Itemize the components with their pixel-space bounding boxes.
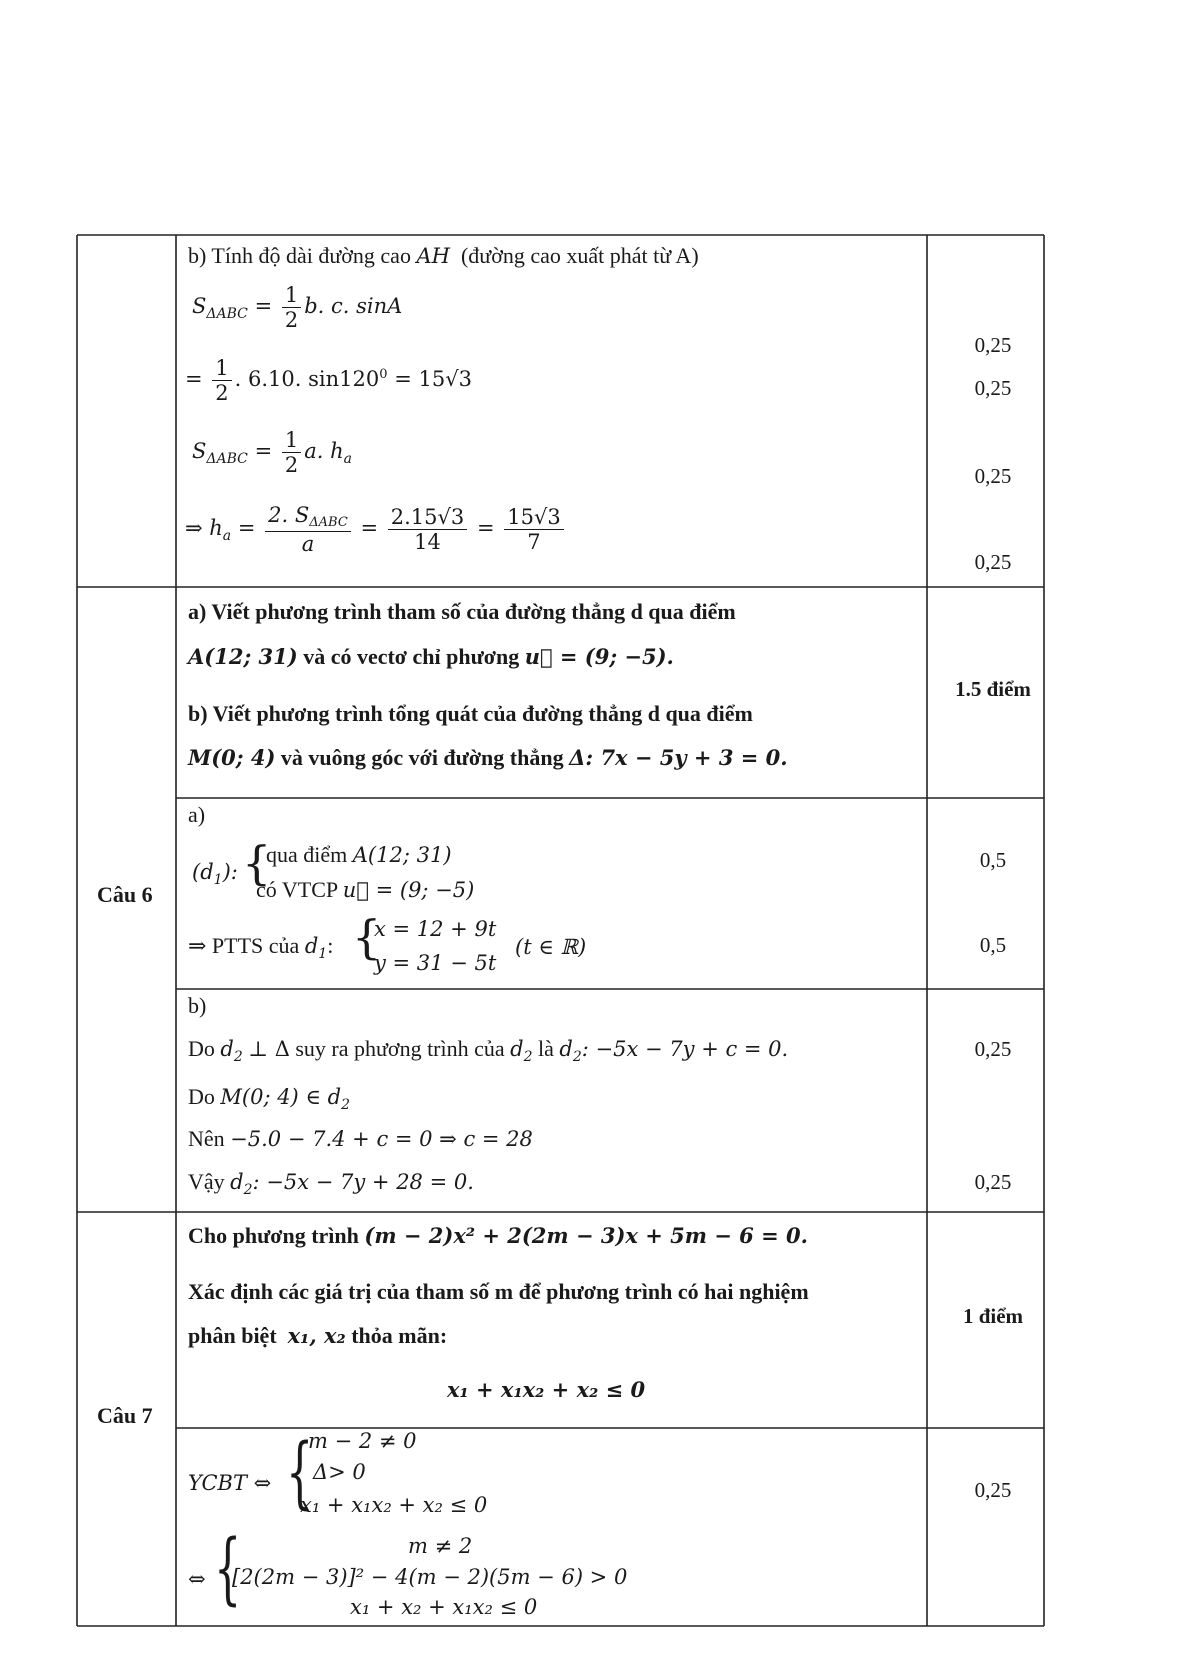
area-formula-1: $S_{\Delta ABC}$ = $\frac{1}{2}$ b. c. sinA (192, 283, 403, 333)
score: 0,5 (979, 848, 1007, 872)
area-formula-2: = $\frac{1}{2}$ . 6.10. $\sin 120^0 = 15√3$ (185, 356, 472, 406)
question-label-7: Câu 7 (97, 1403, 153, 1428)
question-label-6: Câu 6 (97, 882, 153, 907)
ycbt-cond1: m − 2 ≠ 0 (308, 1429, 417, 1453)
sol6-a-label: a) (188, 802, 206, 827)
q7-line2: Xác định các giá trị của tham số m để phương trình có hai nghiệm (188, 1279, 809, 1304)
cond-m: m ≠ 2 (408, 1534, 473, 1558)
q6-b-line2: M(0; 4) và vuông góc với đường thẳng Δ: 7x − 5y + 3 = 0. (188, 745, 788, 770)
q6-a-line2: A(12; 31) và có vectơ chỉ phương u⃗ = (9; −5). (188, 644, 674, 669)
score: 0,25 (974, 550, 1012, 574)
q7-points: 1 điểm (962, 1304, 1024, 1328)
score: 0,25 (974, 1478, 1012, 1502)
ycbt-cond2: Δ> 0 (313, 1460, 366, 1484)
area-formula-3: $S_{\Delta ABC}$ = $\frac{1}{2}$ a. $h_a$ (192, 428, 352, 478)
score: 0,25 (974, 1170, 1012, 1194)
part-b-heading: b) Tính độ dài đường cao AH (đường cao xuất phát từ A) (188, 243, 699, 268)
score: 0,5 (979, 933, 1007, 957)
q7-line3: phân biệt x₁, x₂ thỏa mãn: (188, 1323, 448, 1348)
sol6-b-line2: Do M(0; 4) ∈ $d_2$ (188, 1084, 351, 1113)
ptts-line: ⇒ PTTS của $d_1$: (188, 933, 334, 962)
sol6-b-line1: Do $d_2$ ⊥ Δ suy ra phương trình của $d_2$ là $d_2$: −5x − 7y + c = 0. (188, 1036, 789, 1065)
brace-icon: { (214, 1524, 242, 1614)
ptts-condition: (t ∈ ℝ) (515, 935, 587, 959)
brace-icon: { (286, 1428, 314, 1518)
q7-condition: x₁ + x₁x₂ + x₂ ≤ 0 (447, 1377, 646, 1402)
sol6-b-line4: Vậy $d_2$: −5x − 7y + 28 = 0. (188, 1169, 474, 1198)
brace-icon: { (352, 910, 382, 964)
q6-b-line1: b) Viết phương trình tổng quát của đường thẳng d qua điểm (188, 701, 753, 726)
ycbt-cond3: x₁ + x₁x₂ + x₂ ≤ 0 (300, 1493, 488, 1517)
d1-label: $(d_1)$: (192, 860, 238, 888)
cond-sum: x₁ + x₂ + x₁x₂ ≤ 0 (350, 1595, 538, 1619)
d1-system-line2: có VTCP u⃗ = (9; −5) (256, 877, 475, 902)
sol6-b-label: b) (188, 993, 207, 1018)
sol6-b-line3: Nên −5.0 − 7.4 + c = 0 ⇒ c = 28 (188, 1126, 533, 1151)
iff-symbol: ⇔ (188, 1567, 206, 1591)
score: 0,25 (974, 464, 1012, 488)
ptts-y: y = 31 − 5t (374, 951, 497, 975)
q6-points: 1.5 điểm (955, 677, 1031, 701)
height-result: ⇒ $h_a$ = $\frac{\text{2. SΔABC}}{a}$ = $\frac{2.15√3}{14}$ = $\frac{15√3}{7}$ (185, 503, 567, 556)
brace-icon: { (242, 836, 272, 890)
ycbt-label: YCBT ⇔ (188, 1471, 272, 1495)
d1-system-line1: qua điểm A(12; 31) (266, 842, 452, 867)
cond-delta: [2(2m − 3)]² − 4(m − 2)(5m − 6) > 0 (232, 1565, 628, 1589)
q7-line1: Cho phương trình (m − 2)x² + 2(2m − 3)x + 5m − 6 = 0. (188, 1223, 808, 1248)
ptts-x: x = 12 + 9t (374, 917, 497, 941)
score: 0,25 (974, 333, 1012, 357)
score: 0,25 (974, 376, 1012, 400)
score: 0,25 (974, 1037, 1012, 1061)
q6-a-line1: a) Viết phương trình tham số của đường thẳng d qua điểm (188, 599, 736, 624)
